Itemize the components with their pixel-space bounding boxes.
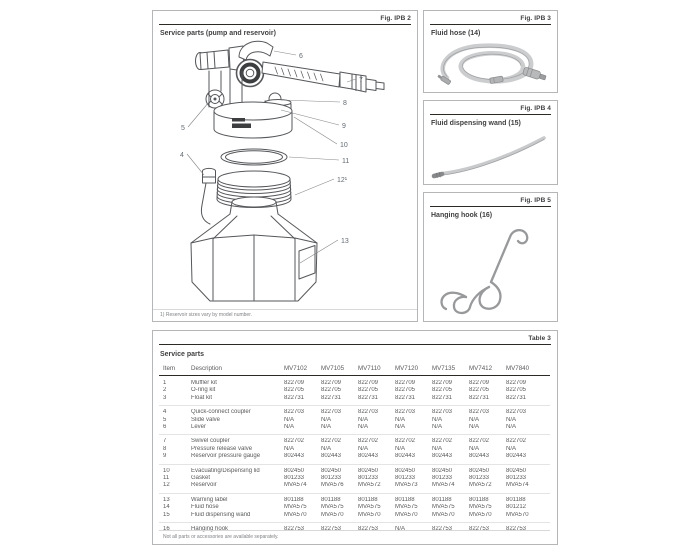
table-row (159, 405, 550, 416)
col-mv7105: MV7105 (321, 365, 345, 372)
part-number-MV7135: MVA570 (432, 511, 455, 518)
part-number-MV7102: 822731 (284, 394, 305, 401)
o-ring (221, 149, 287, 165)
part-description: Fluid dispensing wand (191, 511, 251, 518)
col-mv7120: MV7120 (395, 365, 419, 372)
part-number-MV7120: N/A (395, 445, 406, 452)
item-number: 4 (163, 409, 167, 416)
pump-tube (262, 62, 340, 87)
figure-ipb2-label: Fig. IPB 2 (380, 15, 411, 22)
part-number-MV7105: 822703 (321, 409, 342, 416)
part-number-MV7110: N/A (358, 416, 369, 423)
table-row (159, 493, 550, 504)
part-number-MV7120: 801188 (395, 496, 415, 503)
item-number: 14 (163, 504, 170, 511)
table-row (159, 417, 550, 424)
part-number-MV7840: 802450 (506, 467, 527, 474)
part-number-MV7105: N/A (321, 424, 332, 431)
part-number-MV7840: 801212 (506, 504, 527, 511)
figure-ipb5-label: Fig. IPB 5 (520, 197, 551, 204)
col-mv7840: MV7840 (506, 365, 530, 372)
part-number-MV7102: 801188 (284, 496, 304, 503)
part-number-MV7840: 801233 (506, 475, 527, 482)
figure-ipb4-title: Fluid dispensing wand (15) (431, 120, 521, 127)
part-number-MV7840: 822731 (506, 394, 527, 401)
callout-4: 4 (180, 152, 184, 159)
part-number-MV7105: 822753 (321, 526, 342, 533)
part-number-MV7120: N/A (395, 526, 406, 533)
figure-ipb2-title: Service parts (pump and reservoir) (160, 30, 276, 37)
part-number-MV7110: 801233 (358, 475, 379, 482)
table-label: Table 3 (528, 335, 551, 342)
part-number-MV7412: 801233 (469, 475, 490, 482)
part-number-MV7135: 822702 (432, 438, 453, 445)
part-number-MV7412: MVA570 (469, 511, 492, 518)
col-mv7102: MV7102 (284, 365, 308, 372)
part-number-MV7412: MVA572 (469, 482, 492, 489)
part-description: Muffler kit (191, 380, 217, 386)
col-mv7412: MV7412 (469, 365, 493, 372)
part-description: Float kit (191, 394, 213, 401)
part-number-MV7120: 822705 (395, 387, 416, 394)
part-number-MV7102: 802450 (284, 467, 305, 474)
part-number-MV7105: 822709 (321, 380, 342, 386)
part-number-MV7120: N/A (395, 416, 406, 423)
part-number-MV7412: N/A (469, 445, 480, 452)
part-number-MV7105: MVA570 (321, 511, 344, 518)
item-number: 3 (163, 394, 167, 401)
brand-mark (232, 118, 245, 122)
part-number-MV7102: N/A (284, 445, 295, 452)
part-number-MV7120: 802450 (395, 467, 416, 474)
part-number-MV7110: N/A (358, 445, 369, 452)
part-number-MV7840: 801188 (506, 496, 526, 503)
part-number-MV7105: 802450 (321, 467, 342, 474)
part-number-MV7110: 822731 (358, 394, 379, 401)
part-number-MV7110: 801188 (358, 496, 378, 503)
part-number-MV7135: 801188 (432, 496, 452, 503)
part-number-MV7102: N/A (284, 416, 295, 423)
part-number-MV7110: 822753 (358, 526, 379, 533)
item-number: 10 (163, 467, 170, 474)
part-number-MV7105: 822702 (321, 438, 342, 445)
callout-6: 6 (299, 53, 303, 60)
part-number-MV7102: N/A (284, 424, 295, 431)
part-number-MV7110: MVA570 (358, 511, 381, 518)
part-number-MV7412: 822709 (469, 380, 490, 386)
figure-ipb4-label: Fig. IPB 4 (520, 105, 551, 112)
part-number-MV7120: MVA570 (395, 511, 418, 518)
callout-12: 12¹ (337, 177, 348, 184)
item-number: 9 (163, 453, 167, 460)
part-number-MV7412: 802450 (469, 467, 490, 474)
part-description: O-ring kit (191, 387, 216, 394)
figure-ipb3-panel (423, 10, 558, 93)
table-row (159, 380, 550, 387)
part-number-MV7135: 822705 (432, 387, 453, 394)
part-number-MV7840: N/A (506, 416, 517, 423)
item-number: 11 (163, 475, 170, 482)
part-number-MV7105: 801233 (321, 475, 342, 482)
part-number-MV7840: 822753 (506, 526, 527, 533)
part-number-MV7135: 801233 (432, 475, 453, 482)
part-number-MV7135: MVA575 (432, 504, 455, 511)
table-footnote: Not all parts or accessories are available separately. (159, 530, 550, 544)
item-number: 16 (163, 526, 170, 533)
item-number: 8 (163, 445, 167, 452)
part-number-MV7840: 822702 (506, 438, 527, 445)
part-description: Gasket (191, 475, 211, 482)
table-row (159, 475, 550, 482)
part-number-MV7105: 822705 (321, 387, 342, 394)
col-item: Item (163, 365, 176, 372)
callout-13: 13 (341, 238, 349, 245)
part-number-MV7120: 822702 (395, 438, 416, 445)
col-mv7135: MV7135 (432, 365, 456, 372)
fluid-hose-photo (427, 38, 555, 91)
part-number-MV7102: 822705 (284, 387, 305, 394)
item-number: 1 (163, 380, 167, 386)
part-number-MV7102: 822753 (284, 526, 305, 533)
curved-wand-photo (427, 129, 555, 183)
part-description: Warning label (191, 496, 228, 503)
part-number-MV7120: 822731 (395, 394, 416, 401)
item-number: 5 (163, 416, 167, 423)
part-number-MV7120: 802443 (395, 453, 416, 460)
part-number-MV7110: 802443 (358, 453, 379, 460)
part-number-MV7840: 822705 (506, 387, 527, 394)
table-row (159, 446, 550, 453)
part-number-MV7412: 822702 (469, 438, 490, 445)
part-description: Reservoir pressure gauge (191, 453, 261, 460)
part-number-MV7102: 801233 (284, 475, 305, 482)
part-number-MV7840: 822709 (506, 380, 527, 386)
figure-ipb2-panel (152, 10, 418, 322)
part-number-MV7110: 822709 (358, 380, 379, 386)
part-description: Quick-connect coupler (191, 409, 251, 416)
part-number-MV7135: 822703 (432, 409, 453, 416)
part-description: Evacuating/Dispensing lid (191, 467, 260, 474)
part-number-MV7412: 822731 (469, 394, 490, 401)
part-number-MV7120: MVA573 (395, 482, 418, 489)
part-description: Slide valve (191, 416, 221, 423)
part-number-MV7135: 822731 (432, 394, 453, 401)
callout-8: 8 (343, 100, 347, 107)
part-number-MV7412: 801188 (469, 496, 489, 503)
table-row (159, 395, 550, 402)
part-number-MV7110: 822702 (358, 438, 379, 445)
part-number-MV7120: N/A (395, 424, 406, 431)
pump-diagram (153, 11, 419, 323)
part-number-MV7110: MVA575 (358, 504, 381, 511)
part-number-MV7840: 802443 (506, 453, 527, 460)
part-number-MV7102: 802443 (284, 453, 305, 460)
callout-10: 10 (340, 142, 348, 149)
part-number-MV7135: N/A (432, 416, 443, 423)
item-number: 15 (163, 511, 170, 518)
part-description: Fluid hose (191, 504, 219, 511)
part-number-MV7135: 802450 (432, 467, 453, 474)
part-number-MV7105: 802443 (321, 453, 342, 460)
table-row (159, 387, 550, 394)
part-number-MV7135: 802443 (432, 453, 453, 460)
col-mv7110: MV7110 (358, 365, 381, 372)
item-number: 2 (163, 387, 167, 394)
part-description: Swivel coupler (191, 438, 230, 445)
part-number-MV7102: 822709 (284, 380, 305, 386)
part-number-MV7840: MVA570 (506, 511, 529, 518)
part-number-MV7135: N/A (432, 424, 443, 431)
part-number-MV7105: N/A (321, 416, 332, 423)
part-number-MV7840: 822703 (506, 409, 527, 416)
part-number-MV7110: 802450 (358, 467, 379, 474)
part-number-MV7105: MVA576 (321, 482, 344, 489)
table-row (159, 434, 550, 445)
part-number-MV7135: 822709 (432, 380, 453, 386)
item-number: 7 (163, 438, 167, 445)
pump-base (214, 102, 292, 120)
table-row (159, 512, 550, 519)
part-number-MV7105: 801188 (321, 496, 341, 503)
figure-ipb3-label: Fig. IPB 3 (520, 15, 551, 22)
part-number-MV7110: N/A (358, 424, 369, 431)
part-number-MV7120: 801233 (395, 475, 416, 482)
part-number-MV7840: N/A (506, 424, 517, 431)
figure-ipb4-panel (423, 100, 558, 185)
part-number-MV7412: MVA575 (469, 504, 492, 511)
callout-11: 11 (342, 158, 350, 165)
callout-9: 9 (342, 123, 346, 130)
part-number-MV7135: MVA574 (432, 482, 455, 489)
part-number-MV7102: MVA570 (284, 511, 307, 518)
part-number-MV7840: N/A (506, 445, 517, 452)
part-number-MV7105: N/A (321, 445, 332, 452)
part-number-MV7105: 822731 (321, 394, 342, 401)
part-description: Hanging hook (191, 526, 229, 533)
handle (239, 41, 273, 60)
part-number-MV7412: 822705 (469, 387, 490, 394)
table-title: Service parts (160, 351, 204, 358)
table-row (159, 464, 550, 475)
part-description: Reservoir (191, 482, 217, 489)
figure-ipb3-title: Fluid hose (14) (431, 30, 481, 37)
figure-ipb5-panel (423, 192, 558, 322)
part-number-MV7102: 822702 (284, 438, 305, 445)
part-number-MV7105: MVA575 (321, 504, 344, 511)
item-number: 12 (163, 482, 170, 489)
figure-ipb5-title: Hanging hook (16) (431, 212, 493, 219)
item-number: 6 (163, 424, 167, 431)
part-number-MV7102: MVA574 (284, 482, 307, 489)
callout-5: 5 (181, 125, 185, 132)
part-number-MV7110: MVA572 (358, 482, 381, 489)
table-row (159, 504, 550, 511)
col-desc: Description (191, 365, 222, 372)
figure-ipb2-footnote: 1) Reservoir sizes vary by model number. (153, 309, 417, 321)
reservoir (232, 197, 276, 207)
callout-7: 7 (359, 77, 363, 84)
part-number-MV7102: 822703 (284, 409, 305, 416)
threaded-lid (218, 171, 290, 187)
part-number-MV7840: MVA574 (506, 482, 529, 489)
service-parts-table-panel (152, 330, 558, 545)
part-number-MV7102: MVA575 (284, 504, 307, 511)
table-row (159, 424, 550, 431)
table-row (159, 453, 550, 460)
part-description: Lever (191, 424, 207, 431)
part-number-MV7412: 822703 (469, 409, 490, 416)
table-row (159, 482, 550, 489)
table-body (159, 380, 550, 534)
table-header-row (159, 365, 550, 376)
part-description: Pressure release valve (191, 445, 253, 452)
part-number-MV7120: 822709 (395, 380, 416, 386)
wire-hanging-hook-photo (427, 219, 555, 319)
part-number-MV7135: N/A (432, 445, 443, 452)
part-number-MV7110: 822705 (358, 387, 379, 394)
part-number-MV7120: MVA575 (395, 504, 418, 511)
part-number-MV7412: 822753 (469, 526, 490, 533)
part-number-MV7412: 802443 (469, 453, 490, 460)
part-number-MV7135: 822753 (432, 526, 453, 533)
part-number-MV7412: N/A (469, 424, 480, 431)
part-number-MV7110: 822703 (358, 409, 379, 416)
item-number: 13 (163, 496, 170, 503)
part-number-MV7412: N/A (469, 416, 480, 423)
part-number-MV7120: 822703 (395, 409, 416, 416)
